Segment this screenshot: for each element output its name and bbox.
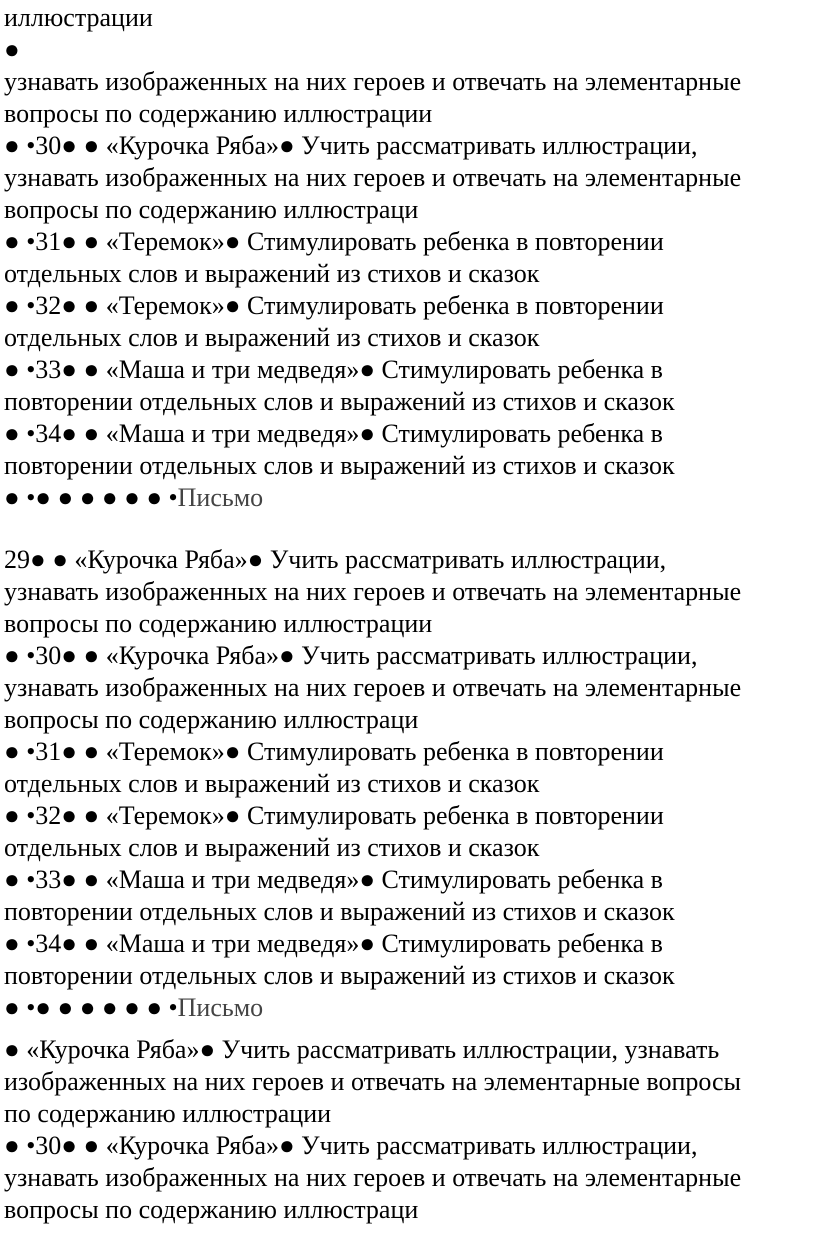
text-line: ● •34● ● «Маша и три медведя»● Стимулировать ребенка в (4, 929, 663, 958)
text-line: вопросы по содержанию иллюстрации (4, 609, 433, 638)
text-line: повторении отдельных слов и выражений из стихов и сказок (4, 897, 675, 926)
text-line: повторении отдельных слов и выражений из стихов и сказок (4, 961, 675, 990)
text-line: вопросы по содержанию иллюстрации (4, 99, 433, 128)
text-line: узнавать изображенных на них героев и отвечать на элементарные (4, 163, 742, 192)
text-line: вопросы по содержанию иллюстраци (4, 705, 419, 734)
text-line: отдельных слов и выражений из стихов и сказок (4, 769, 540, 798)
footer-bullets: ● •● ● ● ● ● ● • (4, 993, 178, 1022)
text-line: ● •32● ● «Теремок»● Стимулировать ребенка в повторении (4, 801, 664, 830)
section-3 (4, 1034, 812, 1226)
text-line: ● •30● ● «Курочка Ряба»● Учить рассматривать иллюстрации, (4, 1131, 698, 1160)
text-line: ● •31● ● «Теремок»● Стимулировать ребенка в повторении (4, 737, 664, 766)
text-line: повторении отдельных слов и выражений из стихов и сказок (4, 387, 675, 416)
footer-bullets: ● •● ● ● ● ● ● • (4, 483, 178, 512)
text-line: узнавать изображенных на них героев и отвечать на элементарные (4, 673, 742, 702)
text-line: изображенных на них героев и отвечать на элементарные вопросы (4, 1067, 742, 1096)
text-line: отдельных слов и выражений из стихов и сказок (4, 259, 540, 288)
text-line: ● •30● ● «Курочка Ряба»● Учить рассматривать иллюстрации, (4, 641, 698, 670)
text-line: 29● ● «Курочка Ряба»● Учить рассматривать иллюстрации, (4, 545, 667, 574)
footer-word: Письмо (177, 483, 264, 512)
footer-line (4, 482, 812, 514)
text-line: отдельных слов и выражений из стихов и сказок (4, 833, 540, 862)
text-line: вопросы по содержанию иллюстраци (4, 195, 419, 224)
bullet-line: ● (4, 35, 20, 64)
text-line: вопросы по содержанию иллюстраци (4, 1195, 419, 1224)
section-gap (4, 514, 812, 544)
text-line: иллюстрации (4, 3, 153, 32)
text-line: ● •33● ● «Маша и три медведя»● Стимулировать ребенка в (4, 355, 663, 384)
text-line: ● «Курочка Ряба»● Учить рассматривать иллюстрации, узнавать (4, 1035, 720, 1064)
text-line: узнавать изображенных на них героев и отвечать на элементарные (4, 1163, 742, 1192)
text-line: по содержанию иллюстрации (4, 1099, 332, 1128)
text-line: ● •30● ● «Курочка Ряба»● Учить рассматривать иллюстрации, (4, 131, 698, 160)
section-gap (4, 1024, 812, 1034)
section-1 (4, 2, 812, 514)
text-line: ● •32● ● «Теремок»● Стимулировать ребенка в повторении (4, 291, 664, 320)
text-line: отдельных слов и выражений из стихов и сказок (4, 323, 540, 352)
section-2 (4, 544, 812, 1024)
text-line: ● •31● ● «Теремок»● Стимулировать ребенка в повторении (4, 227, 664, 256)
text-line: ● •34● ● «Маша и три медведя»● Стимулировать ребенка в (4, 419, 663, 448)
text-line: ● •33● ● «Маша и три медведя»● Стимулировать ребенка в (4, 865, 663, 894)
text-line: повторении отдельных слов и выражений из стихов и сказок (4, 451, 675, 480)
text-line: узнавать изображенных на них героев и отвечать на элементарные (4, 67, 742, 96)
text-line: узнавать изображенных на них героев и отвечать на элементарные (4, 577, 742, 606)
footer-word: Письмо (177, 993, 264, 1022)
footer-line (4, 992, 812, 1024)
document-page (4, 2, 812, 1226)
